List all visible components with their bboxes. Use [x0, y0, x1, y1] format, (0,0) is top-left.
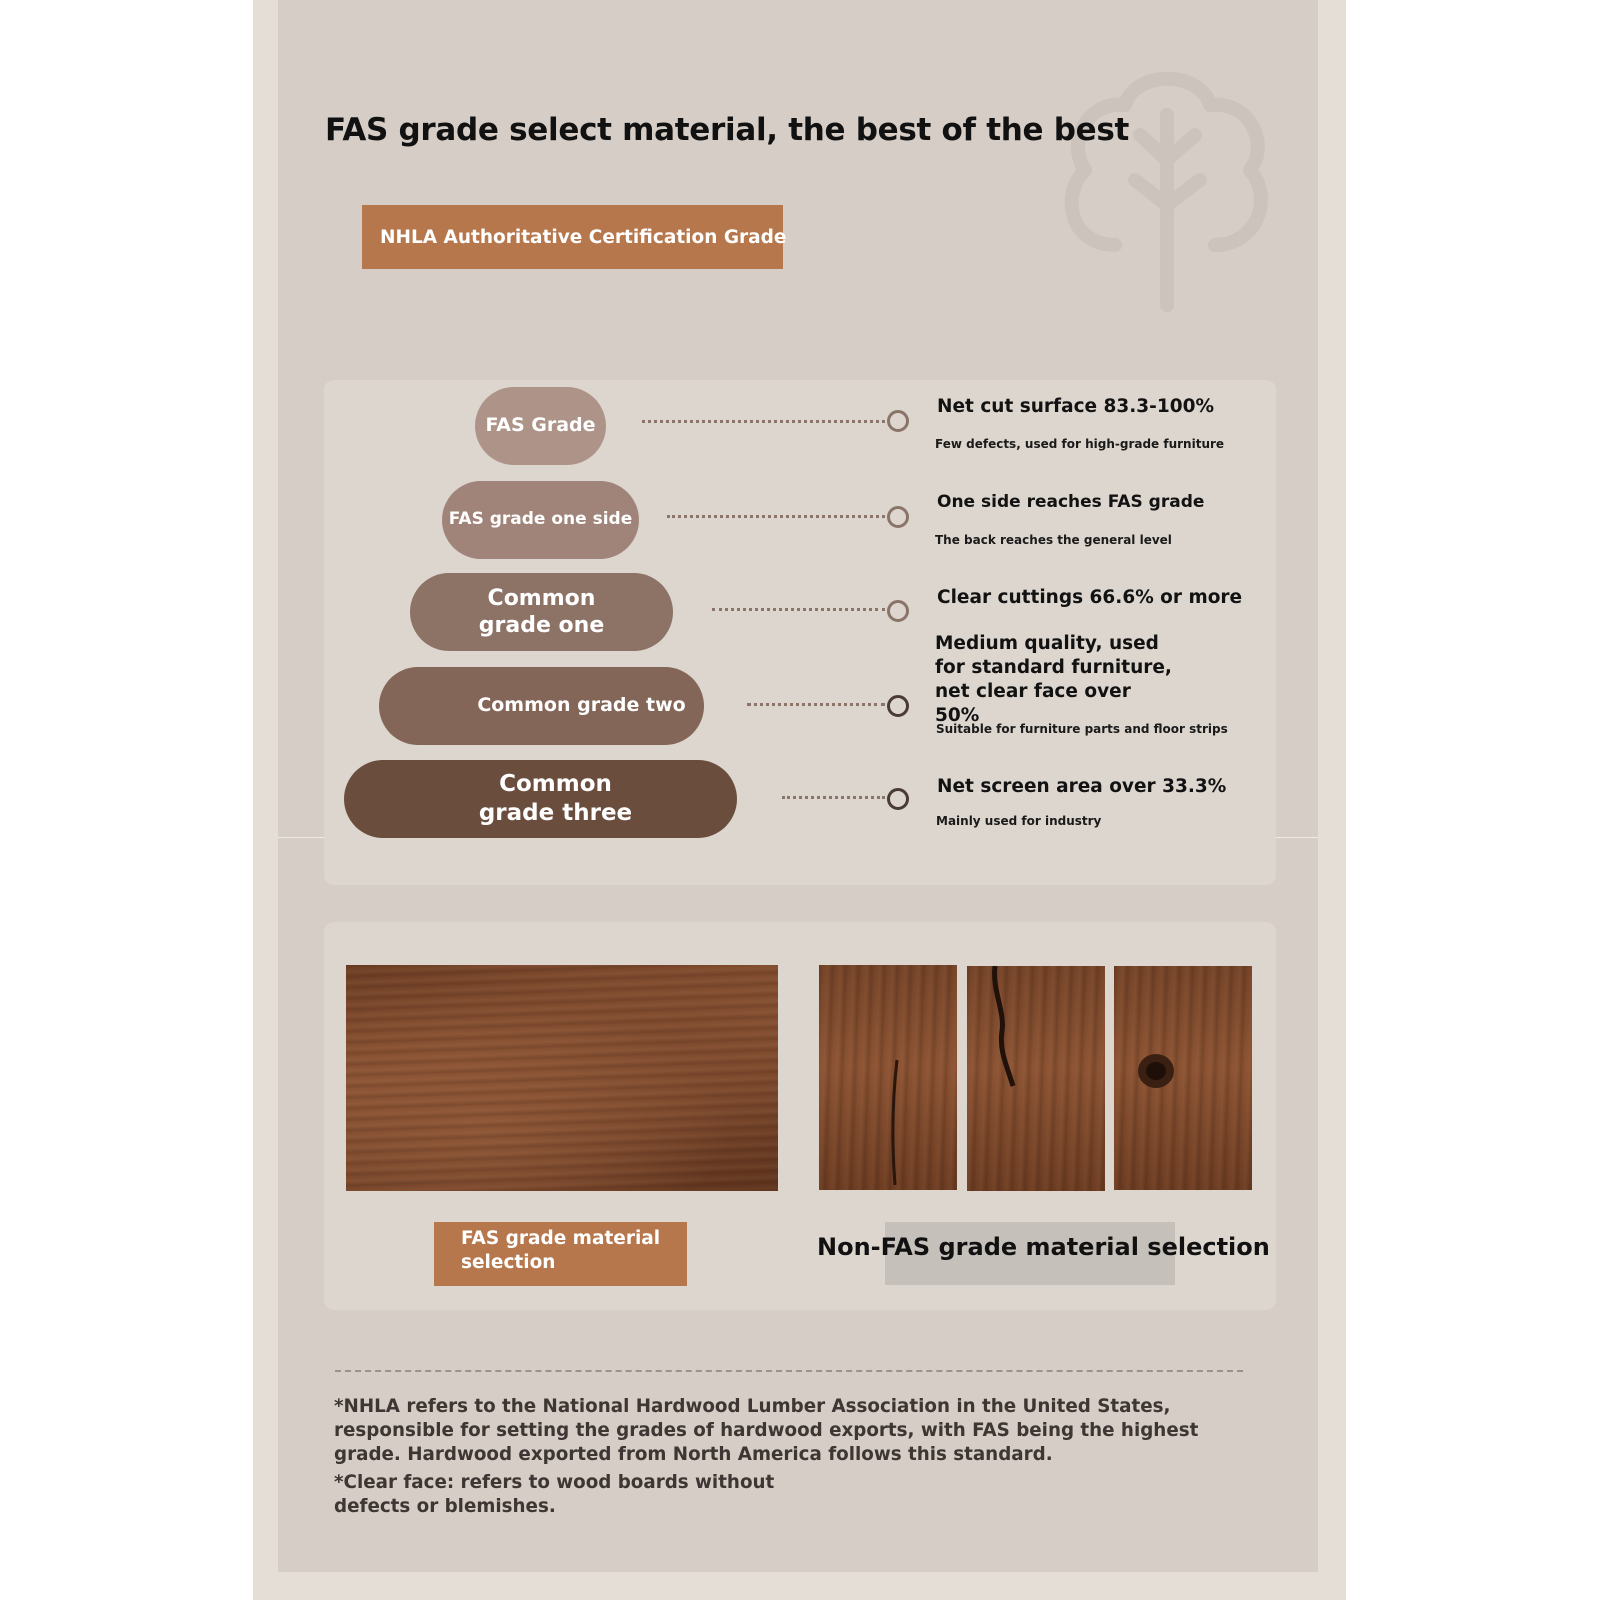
grade-note: Mainly used for industry	[936, 814, 1102, 828]
grade-description: Net cut surface 83.3-100%	[937, 396, 1215, 417]
grade-pill-label: Common grade three	[478, 771, 633, 826]
grade-description: Clear cuttings 66.6% or more	[937, 587, 1243, 608]
grade-marker-ring	[887, 788, 909, 810]
grade-pill-common-one	[410, 573, 673, 651]
grade-description: Net screen area over 33.3%	[937, 776, 1227, 797]
dashed-divider	[335, 1370, 1243, 1372]
certification-badge: NHLA Authoritative Certification Grade	[362, 205, 783, 269]
grade-description: One side reaches FAS grade	[937, 492, 1205, 512]
grade-pill-label: Common grade two	[477, 694, 686, 717]
connector-dots	[782, 796, 885, 799]
grade-marker-ring	[887, 600, 909, 622]
grade-pill-fas-one-side	[442, 481, 639, 559]
fas-selection-label: FAS grade material selection	[434, 1222, 687, 1286]
non-fas-wood-image-knot	[1114, 966, 1252, 1190]
grade-pill-common-two	[379, 667, 704, 745]
non-fas-selection-label: Non-FAS grade material selection	[817, 1233, 1270, 1261]
footnote-nhla: *NHLA refers to the National Hardwood Lumber Association in the United States, responsible for setting the grades of hardwood exports, with FAS being the highest grade. Hardwood exported from North America follows this standard.	[334, 1396, 1199, 1465]
grade-marker-ring	[887, 695, 909, 717]
grade-marker-ring	[887, 506, 909, 528]
grade-note: Suitable for furniture parts and floor strips	[936, 722, 1228, 736]
fas-wood-image	[346, 965, 778, 1191]
footnote-clear-face: *Clear face: refers to wood boards without defects or blemishes.	[334, 1472, 775, 1517]
grade-marker-ring	[887, 410, 909, 432]
connector-dots	[712, 608, 885, 611]
grade-note: Few defects, used for high-grade furniture	[935, 437, 1225, 451]
grade-pill-label: FAS Grade	[485, 414, 596, 437]
non-fas-wood-image-split	[967, 966, 1105, 1191]
grade-note: Medium quality, used for standard furniture, net clear face over 50%	[935, 633, 1172, 726]
page-title: FAS grade select material, the best of the best	[325, 112, 1129, 148]
grade-note: The back reaches the general level	[935, 533, 1172, 547]
connector-dots	[667, 515, 885, 518]
grade-pill-label: Common grade one	[478, 585, 605, 638]
grade-pill-common-three	[344, 760, 737, 838]
tree-icon	[1055, 55, 1280, 320]
grade-pill-fas	[475, 387, 606, 465]
connector-dots	[642, 420, 885, 423]
connector-dots	[747, 703, 885, 706]
non-fas-wood-image-crack	[819, 965, 957, 1190]
grade-pill-label: FAS grade one side	[448, 509, 633, 530]
